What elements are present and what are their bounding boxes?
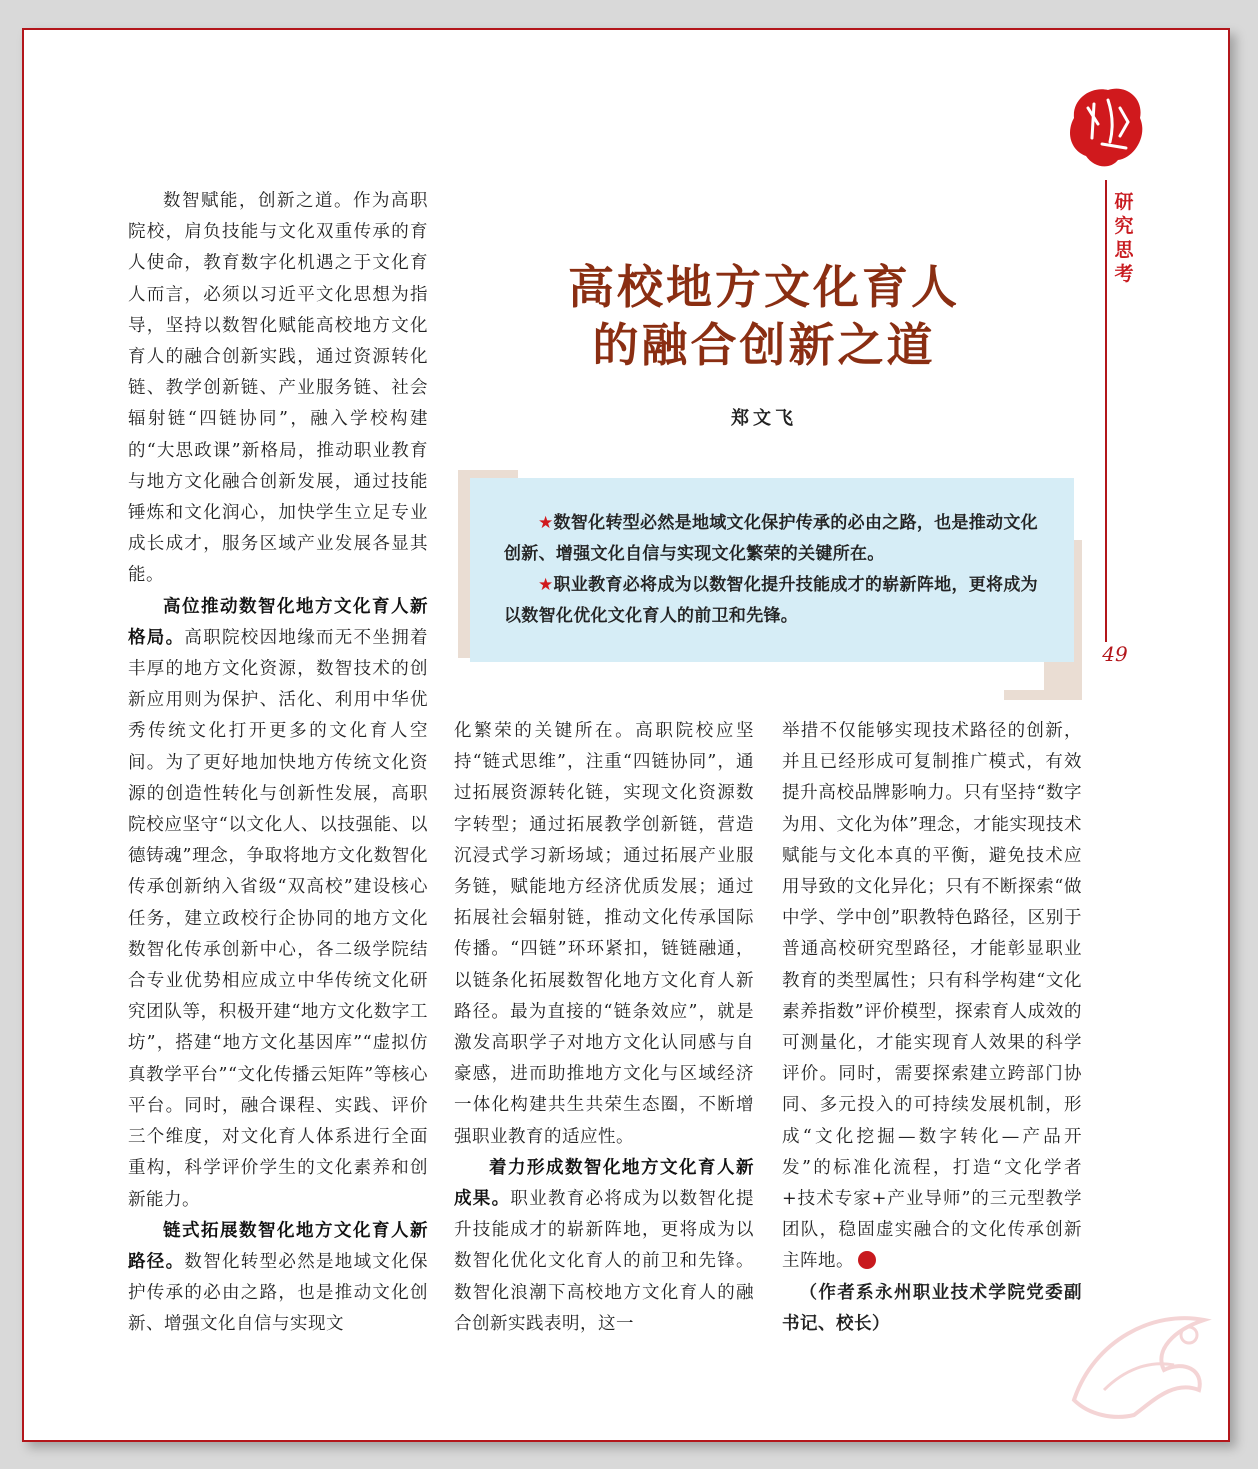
paragraph	[454, 1153, 754, 1340]
column-1	[128, 186, 428, 1341]
paragraph	[128, 1216, 428, 1341]
paragraph	[128, 592, 428, 1216]
abstract-text: 数智化转型必然是地域文化保护传承的必由之路，也是推动文化创新、增强文化自信与实现文化繁荣的关键所在。	[504, 513, 1038, 564]
star-icon: ★	[538, 513, 554, 533]
abstract-box	[470, 478, 1074, 662]
author: 郑文飞	[731, 408, 797, 429]
subheading: 着力形成数智化地方文化育人新成果。	[454, 1157, 754, 1210]
section-divider-line	[1105, 180, 1107, 642]
subheading: 高位推动数智化地方文化育人新格局。	[128, 596, 428, 648]
title-line: 高校地方文化育人	[568, 260, 960, 314]
abstract-point	[504, 508, 1050, 570]
phoenix-watermark-icon	[1054, 1280, 1224, 1430]
xinxiang-pinglun-logo	[1064, 78, 1150, 174]
paragraph: 数智赋能，创新之道。作为高职院校，肩负技能与文化双重传承的育人使命，教育数字化机遇之于文化育人而言，必须以习近平文化思想为指导，坚持以数智化赋能高校地方文化育人的融合创新实践，通过资源转化链、教学创新链、产业服务链、社会辐射链“四链协同”，融入学校构建的“大思政课”新格局，推动职业教育与地方文化融合创新发展，通过技能锤炼和文化润心，加快学生立足专业成长成才，服务区域产业发展各显其能。	[128, 191, 428, 586]
page-number: 49	[1102, 642, 1128, 666]
paragraph: 化繁荣的关键所在。高职院校应坚持“链式思维”，注重“四链协同”，通过拓展资源转化链，实现文化资源数字转型；通过拓展教学创新链，营造沉浸式学习新场域；通过拓展产业服务链，赋能地方经济优质发展；通过拓展社会辐射链，推动文化传承国际传播。“四链”环环紧扣，链链融通，以链条化拓展数智化地方文化育人新路径。最为直接的“链条效应”，就是激发高职学子对地方文化认同感与自豪感，进而助推地方文化与区域经济一体化构建共生共荣生态圈，不断增强职业教育的适应性。	[454, 721, 754, 1147]
column-2	[454, 716, 754, 1340]
subheading: 链式拓展数智化地方文化育人新路径。	[128, 1220, 428, 1272]
paragraph-body: 职业教育必将成为以数智化提升技能成才的崭新阵地，更将成为以数智化优化文化育人的前卫和先锋。数智化浪潮下高校地方文化育人的融合创新实践表明，这一	[454, 1189, 755, 1334]
abstract-text: 职业教育必将成为以数智化提升技能成才的崭新阵地，更将成为以数智化优化文化育人的前卫和先锋。	[504, 575, 1038, 626]
paragraph	[782, 716, 1082, 1278]
abstract-point	[504, 570, 1050, 632]
star-icon: ★	[538, 575, 554, 595]
paragraph-body: 高职院校因地缘而无不坐拥着丰厚的地方文化资源，数智技术的创新应用则为保护、活化、利用中华优秀传统文化打开更多的文化育人空间。为了更好地加快地方传统文化资源的创造性转化与创新性发展，高职院校应坚守“以文化人、以技强能、以德铸魂”理念，争取将地方文化数智化传承创新纳入省级“双高校”建设核心任务，建立政校行企协同的地方文化数智化传承创新中心，各二级学院结合专业优势相应成立中华传统文化研究团队等，积极开建“地方文化数字工坊”，搭建“地方文化基因库”“虚拟仿真教学平台”“文化传播云矩阵”等核心平台。同时，融合课程、实践、评价三个维度，对文化育人体系进行全面重构，科学评价学生的文化素养和创新能力。	[128, 627, 429, 1210]
section-label-char: 研	[1114, 191, 1134, 213]
author-byline: （作者系永州职业技术学院党委副书记、校长）	[782, 1282, 1082, 1334]
section-label-char: 究	[1114, 215, 1134, 237]
article-title	[464, 258, 1064, 374]
abstract-decoration	[1004, 690, 1082, 700]
title-line: 的融合创新之道	[592, 318, 936, 372]
column-3	[782, 716, 1082, 1340]
magazine-page	[22, 28, 1230, 1442]
section-label	[1112, 190, 1136, 286]
end-mark-icon	[858, 1251, 876, 1269]
paragraph-body: 举措不仅能够实现技术路径的创新，并且已经形成可复制推广模式，有效提升高校品牌影响力。只有坚持“数字为用、文化为体”理念，才能实现技术赋能与文化本真的平衡，避免技术应用导致的文化异化；只有不断探索“做中学、学中创”职教特色路径，区别于普通高校研究型路径，才能彰显职业教育的类型属性；只有科学构建“文化素养指数”评价模型，探索育人成效的可测量化，才能实现育人效果的科学评价。同时，需要探索建立跨部门协同、多元投入的可持续发展机制，形成“文化挖掘—数字转化—产品开发”的标准化流程，打造“文化学者+技术专家+产业导师”的三元型教学团队，稳固虚实融合的文化传承创新主阵地。	[782, 721, 1082, 1272]
section-label-char: 考	[1114, 263, 1134, 285]
paragraph-body: 数智化转型必然是地域文化保护传承的必由之路，也是推动文化创新、增强文化自信与实现文	[128, 1251, 429, 1335]
section-label-char: 思	[1114, 239, 1134, 261]
